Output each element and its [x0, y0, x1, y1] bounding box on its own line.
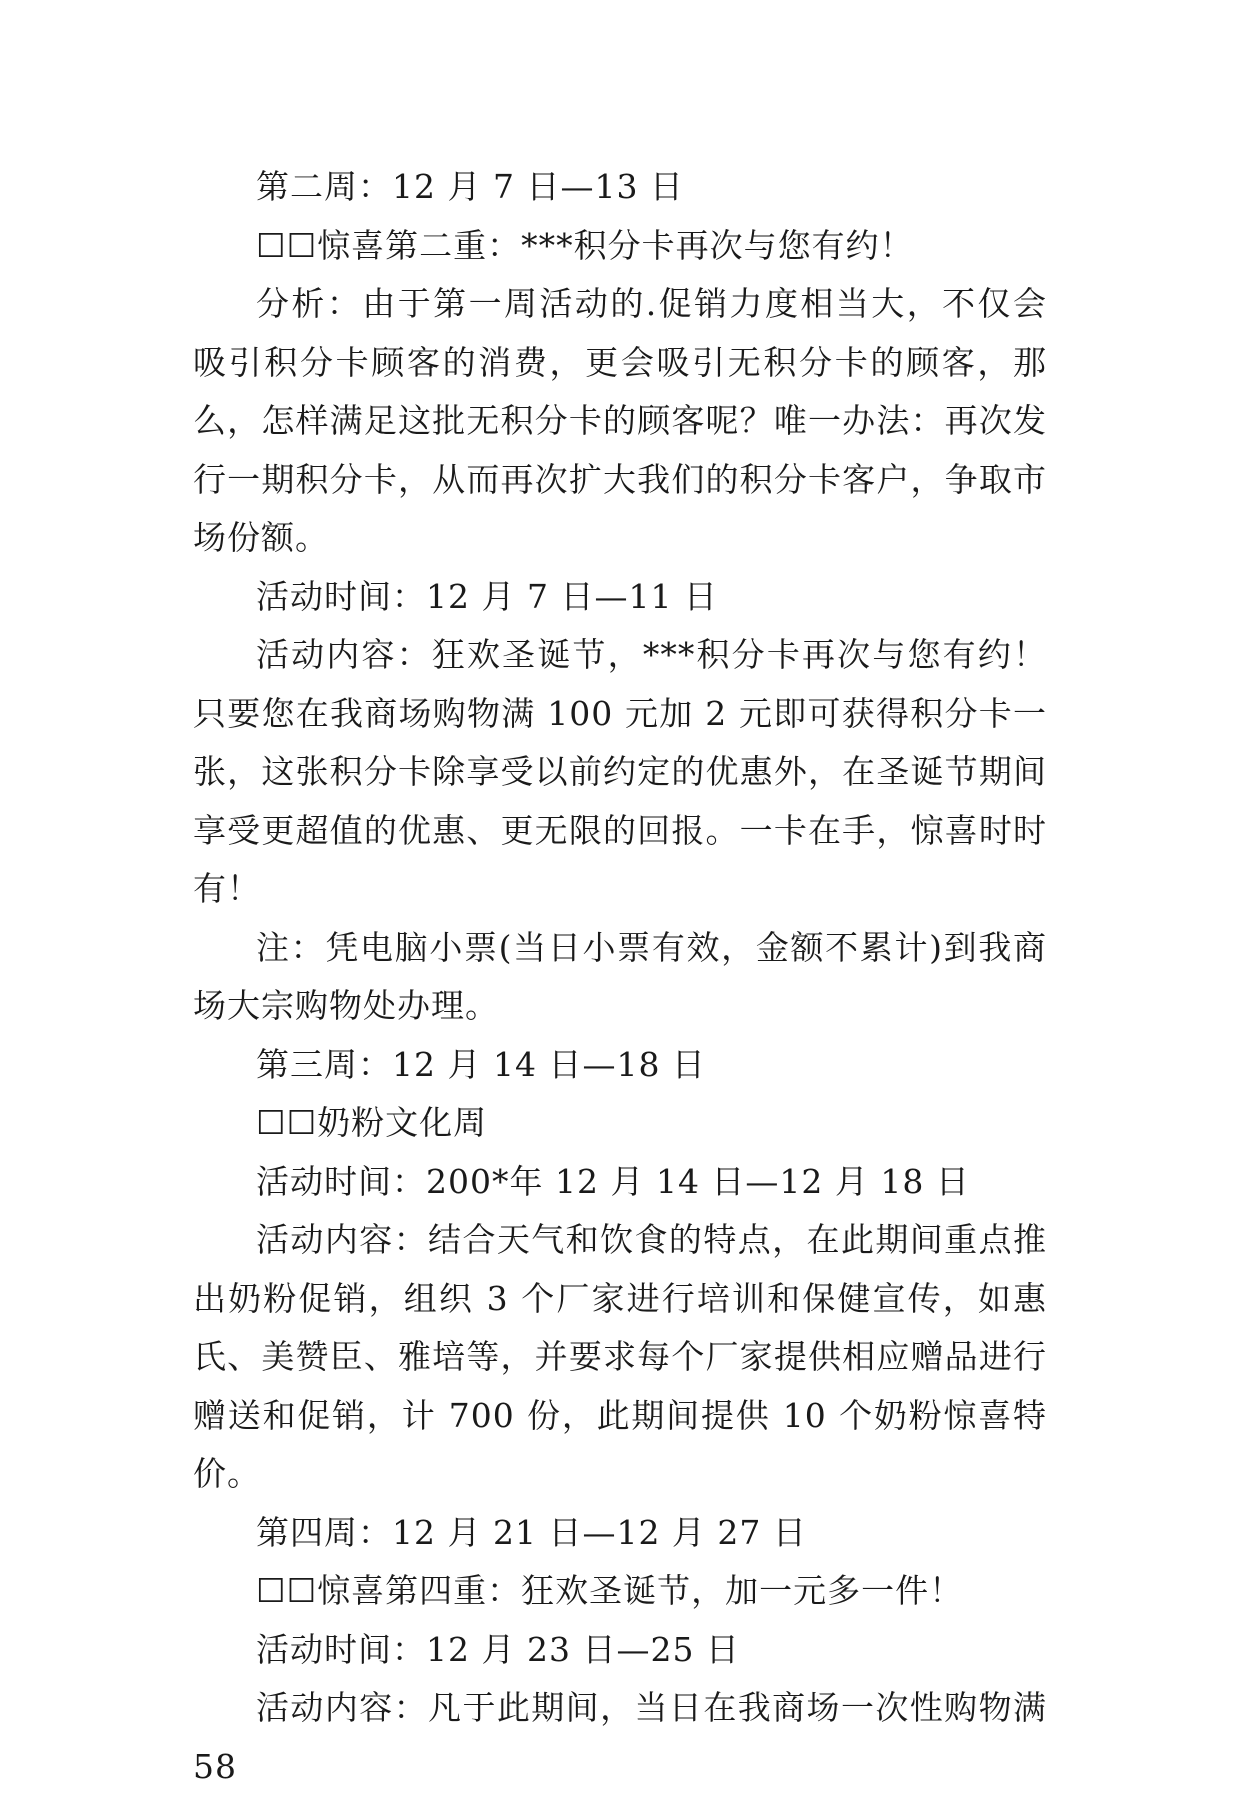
week4-activity-content: 活动内容：凡于此期间，当日在我商场一次性购物满 58 — [193, 1688, 1047, 1786]
week4-heading: 第四周：12 月 21 日—12 月 27 日 — [256, 1512, 807, 1552]
milk-powder-week-title: ☐☐奶粉文化周 — [256, 1103, 488, 1142]
week3-heading: 第三周：12 月 14 日—18 日 — [256, 1044, 706, 1084]
surprise-2-title: ☐☐惊喜第二重：***积分卡再次与您有约！ — [256, 225, 914, 265]
week2-activity-content: 活动内容：狂欢圣诞节，***积分卡再次与您有约！只要您在我商场购物满 100 元加 2 元即可获得积分卡一张，这张积分卡除享受以前约定的优惠外，在圣诞节期间享受更超值的优惠、更无限的回报。一卡在手，惊喜时时有！ — [193, 635, 1047, 908]
week3-activity-content: 活动内容：结合天气和饮食的特点，在此期间重点推出奶粉促销，组织 3 个厂家进行培训和保健宣传，如惠氏、美赞臣、雅培等，并要求每个厂家提供相应赠品进行赠送和促销，计 700 份，此期间提供 10 个奶粉惊喜特价。 — [193, 1220, 1047, 1493]
week3-activity-time: 活动时间：200*年 12 月 14 日—12 月 18 日 — [256, 1161, 970, 1201]
analysis-paragraph: 分析：由于第一周活动的.促销力度相当大，不仅会吸引积分卡顾客的消费，更会吸引无积分卡的顾客，那么，怎样满足这批无积分卡的顾客呢？唯一办法：再次发行一期积分卡，从而再次扩大我们的积分卡客户，争取市场份额。 — [193, 284, 1047, 557]
week4-activity-time: 活动时间：12 月 23 日—25 日 — [256, 1629, 740, 1669]
document-page — [193, 158, 1047, 1796]
week2-activity-time: 活动时间：12 月 7 日—11 日 — [256, 576, 718, 616]
surprise-4-title: ☐☐惊喜第四重：狂欢圣诞节，加一元多一件！ — [256, 1571, 964, 1610]
note-paragraph: 注：凭电脑小票(当日小票有效，金额不累计)到我商场大宗购物处办理。 — [193, 927, 1047, 1025]
week2-heading: 第二周：12 月 7 日—13 日 — [256, 167, 684, 206]
